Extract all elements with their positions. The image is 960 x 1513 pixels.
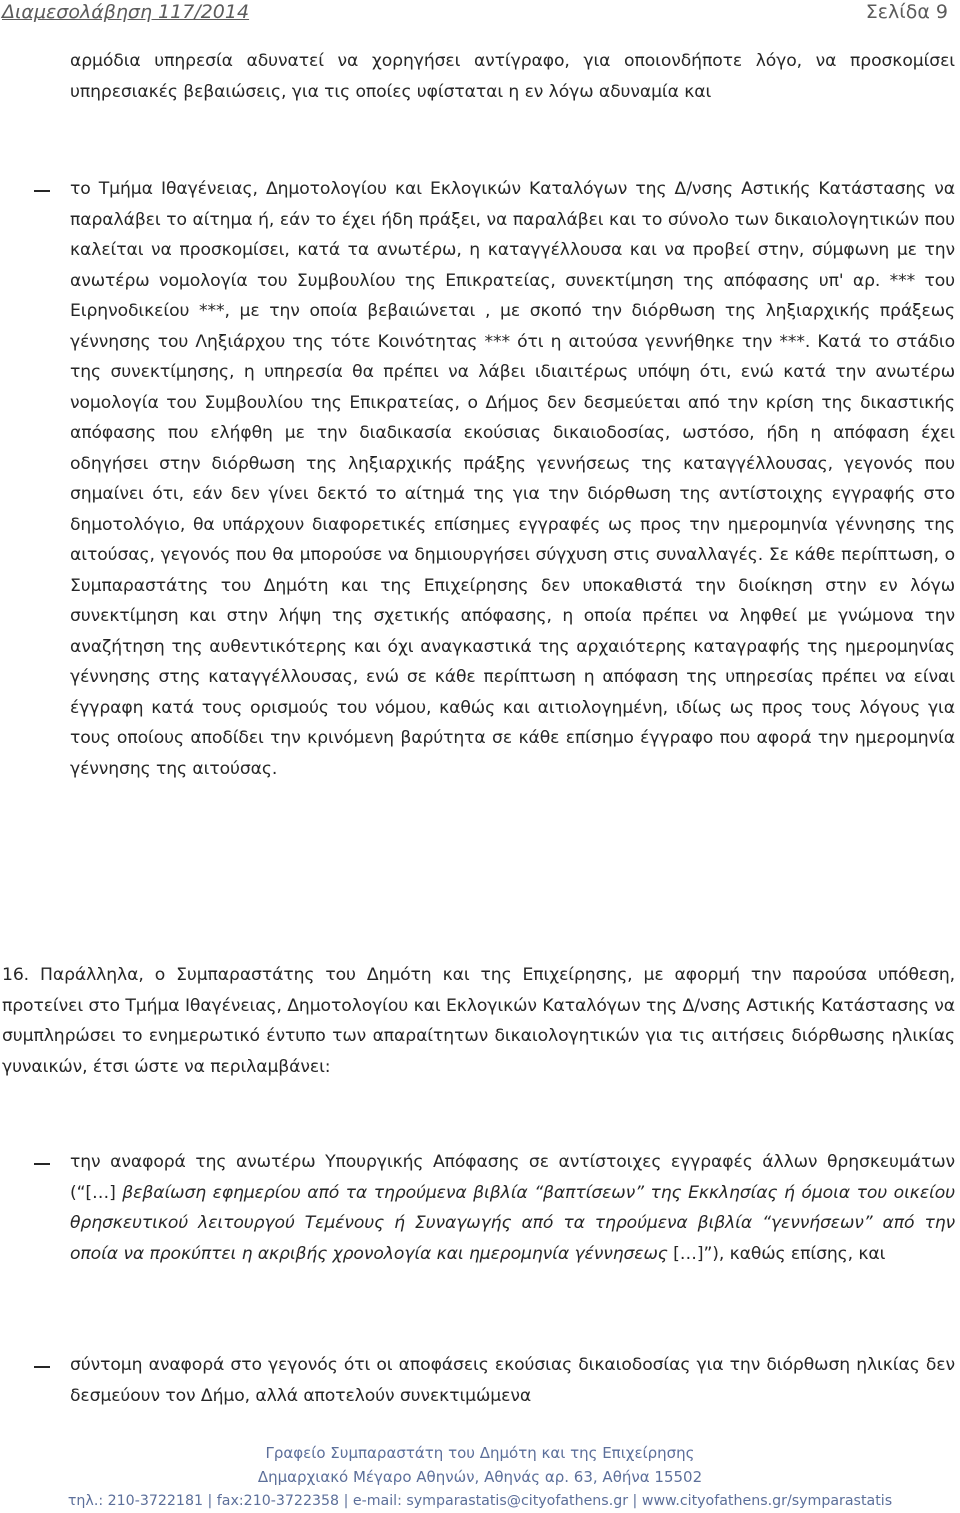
page-number: 9 bbox=[935, 1, 948, 23]
footer-address: Δημαρχιακό Μέγαρο Αθηνών, Αθηνάς αρ. 63, Αθήνα 15502 bbox=[257, 1468, 703, 1486]
bullet-dash bbox=[34, 190, 50, 192]
footer-contact: τηλ.: 210-3722181 | fax:210-3722358 | e-mail: symparastatis@cityofathens.gr | www.cityofathens.gr/symparastatis bbox=[67, 1493, 893, 1509]
continuation-paragraph: αρμόδια υπηρεσία αδυνατεί να χορηγήσει αντίγραφο, για οποιονδήποτε λόγο, να προσκομίσει υπηρεσιακές βεβαιώσεις, για τις οποίες υφίσταται η εν λόγω αδυναμία και bbox=[70, 51, 955, 102]
page-label: Σελίδα bbox=[865, 1, 930, 23]
numbered-paragraph-16: 16. Παράλληλα, ο Συμπαραστάτης του Δημότη και της Επιχείρησης, με αφορμή την παρούσα υπόθεση, προτείνει στο Τμήμα Ιθαγένειας, Δημοτολογίου και Εκλογικών Καταλόγων της Δ/νσης Αστικής Κατάστασης να συμπληρώσει το ενημερωτικό έντυπο των απαραίτητων δικαιολογητικών για τις αιτήσεις διόρθωσης ηλικίας γυναικών, έτσι ώστε να περιλαμβάνει: bbox=[2, 965, 955, 1077]
document-reference: Διαμεσολάβηση 117/2014 bbox=[2, 1, 250, 23]
quoted-regulation-text: βεβαίωση εφημερίου από τα τηρούμενα βιβλία “βαπτίσεων” της Εκκλησίας ή όμοια του οικείου θρησκευτικού λειτουργού Τεμένους ή Συναγωγής από τα τηρούμενα βιβλία “γεννήσεων” από την οποία να προκύπτει η ακριβής χρονολογία και ημερομηνία γέννησεως bbox=[70, 1182, 955, 1264]
bullet-2-text: την αναφορά της ανωτέρω Υπουργικής Απόφασης σε αντίστοιχες εγγραφές άλλων θρησκευμάτων (“[…] bbox=[70, 1152, 955, 1203]
bullet-paragraph-2 bbox=[70, 1147, 955, 1269]
bullet-paragraph-3: σύντομη αναφορά στο γεγονός ότι οι αποφάσεις εκούσιας δικαιοδοσίας για την διόρθωση ηλικίας δεν δεσμεύουν τον Δήμο, αλλά αποτελούν συνεκτιμώμενα bbox=[70, 1355, 955, 1406]
bullet-dash bbox=[34, 1366, 50, 1368]
footer-office: Γραφείο Συμπαραστάτη του Δημότη και της Επιχείρησης bbox=[265, 1444, 695, 1462]
bullet-2-ending: […]”), καθώς επίσης, και bbox=[673, 1243, 886, 1264]
page-indicator bbox=[866, 0, 948, 24]
bullet-dash bbox=[34, 1163, 50, 1165]
bullet-paragraph-1: το Τμήμα Ιθαγένειας, Δημοτολογίου και Εκλογικών Καταλόγων της Δ/νσης Αστικής Κατάστασης να παραλάβει το αίτημα ή, εάν το έχει ήδη πράξει, να παραλάβει και το σύνολο των δικαιολογητικών που καλείται να προσκομίσει, κατά τα ανωτέρω, η καταγγέλλουσα και να προβεί στην, σύμφωνη με την ανωτέρω νομολογία του Συμβουλίου της Επικρατείας, συνεκτίμηση της απόφασης υπ' αρ. *** του Ειρηνοδικείου ***, με την οποία βεβαιώνεται , με σκοπό την διόρθωση της ληξιαρχικής πράξεως γέννησης του Ληξιάρχου της τότε Κοινότητας *** ότι η αιτούσα γεννήθηκε την ***. Κατά το στάδιο της συνεκτίμησης, η υπηρεσία θα πρέπει να λάβει ιδιαιτέρως υπόψη ότι, ενώ κατά την ανωτέρω νομολογία του Συμβουλίου της Επικρατείας, ο Δήμος δεν δεσμεύεται από την κρίση της δικαστικής απόφασης που ελήφθη με την διαδικασία εκούσιας δικαιοδοσίας, ωστόσο, ήδη η απόφαση έχει οδηγήσει στην διόρθωση της ληξιαρχικής πράξης γεννήσεως της καταγγέλλουσας, γεγονός που σημαίνει ότι, εάν δεν γίνει δεκτό το αίτημά της για την διόρθωση της αντίστοιχης εγγραφής στο δημοτολόγιο, θα υπάρχουν διαφορετικές επίσημες εγγραφές ως προς την ημερομηνία γέννησης της αιτούσας, γεγονός που θα μπορούσε να δημιουργήσει σύγχυση στις συναλλαγές. Σε κάθε περίπτωση, ο Συμπαραστάτης του Δημότη και της Επιχείρησης δεν υποκαθιστά την διοίκηση στην εν λόγω συνεκτίμηση και στην λήψη της σχετικής απόφασης, η οποία πρέπει να ληφθεί με γνώμονα την αναζήτηση της αυθεντικότερης και όχι αναγκαστικά της αρχαιότερης καταγραφής της ημερομηνίας γέννησης στης καταγγέλλουσας, ενώ σε κάθε περίπτωση η απόφαση της υπηρεσίας πρέπει να είναι έγγραφη κατά τους ορισμούς του νόμου, καθώς και αιτιολογημένη, ιδίως ως προς τους λόγους για τους οποίους αποδίδει την κρινόμενη βαρύτητα σε κάθε επίσημο έγγραφο που αφορά την ημερομηνία γέννησης της αιτούσας. bbox=[70, 179, 955, 779]
